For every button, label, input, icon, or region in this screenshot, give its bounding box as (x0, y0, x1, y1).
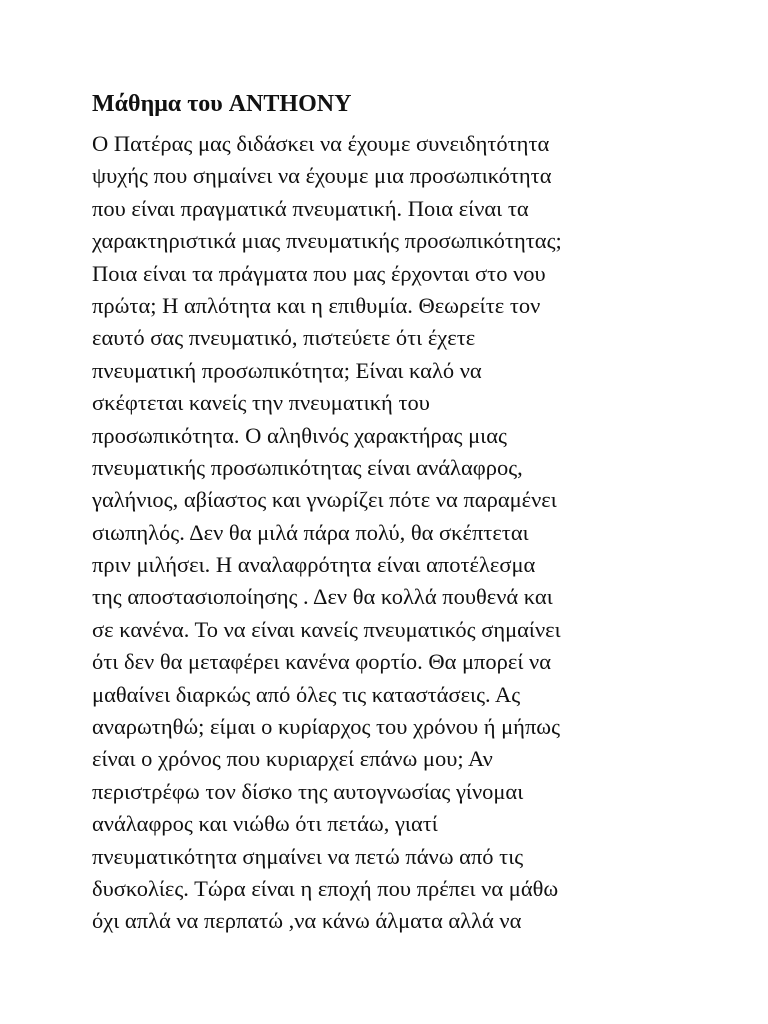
body-line: σιωπηλός. Δεν θα μιλά πάρα πολύ, θα σκέπτεται (92, 519, 529, 545)
body-line: ψυχής που σημαίνει να έχουμε μια προσωπικότητα (92, 163, 552, 189)
body-line: όχι απλά να περπατώ ,να κάνω άλματα αλλά να (92, 908, 522, 934)
body-line: χαρακτηριστικά μιας πνευματικής προσωπικότητας; (92, 228, 562, 254)
body-line: προσωπικότητα. Ο αληθινός χαρακτήρας μιας (92, 422, 507, 448)
body-line: Ποια είναι τα πράγματα που μας έρχονται στο νου (92, 260, 546, 286)
body-line: εαυτό σας πνευματικό, πιστεύετε ότι έχετε (92, 325, 476, 351)
body-line: σε κανένα. Το να είναι κανείς πνευματικός σημαίνει (92, 616, 561, 642)
body-line: ανάλαφρος και νιώθω ότι πετάω, γιατί (92, 811, 438, 837)
body-line: Ο Πατέρας μας διδάσκει να έχουμε συνειδητότητα (92, 131, 550, 156)
body-line: πρώτα; Η απλότητα και η επιθυμία. Θεωρείτε τον (92, 292, 541, 318)
body-line: πνευματική προσωπικότητα; Είναι καλό να (92, 357, 482, 383)
body-line: περιστρέφω τον δίσκο της αυτογνωσίας γίνομαι (92, 778, 524, 804)
body-line: της αποστασιοποίησης . Δεν θα κολλά πουθενά και (92, 584, 553, 610)
document-title: Μάθημα του ANTHONY (92, 91, 352, 117)
body-line: πριν μιλήσει. Η αναλαφρότητα είναι αποτέλεσμα (92, 552, 536, 578)
body-line: αναρωτηθώ; είμαι ο κυρίαρχος του χρόνου ή μήπως (92, 714, 561, 740)
body-line: ότι δεν θα μεταφέρει κανένα φορτίο. Θα μπορεί να (92, 649, 551, 675)
body-line: δυσκολίες. Τώρα είναι η εποχή που πρέπει να μάθω (92, 875, 559, 901)
document-body (92, 128, 712, 938)
body-line: που είναι πραγματικά πνευματική. Ποια είναι τα (92, 195, 529, 221)
body-line: γαλήνιος, αβίαστος και γνωρίζει πότε να παραμένει (92, 487, 557, 513)
body-line: μαθαίνει διαρκώς από όλες τις καταστάσεις. Ας (92, 681, 521, 707)
body-line: πνευματικότητα σημαίνει να πετώ πάνω από τις (92, 843, 524, 869)
body-line: είναι ο χρόνος που κυριαρχεί επάνω μου; Αν (92, 746, 493, 772)
body-line: πνευματικής προσωπικότητας είναι ανάλαφρος, (92, 454, 523, 480)
body-line: σκέφτεται κανείς την πνευματική του (92, 390, 430, 416)
